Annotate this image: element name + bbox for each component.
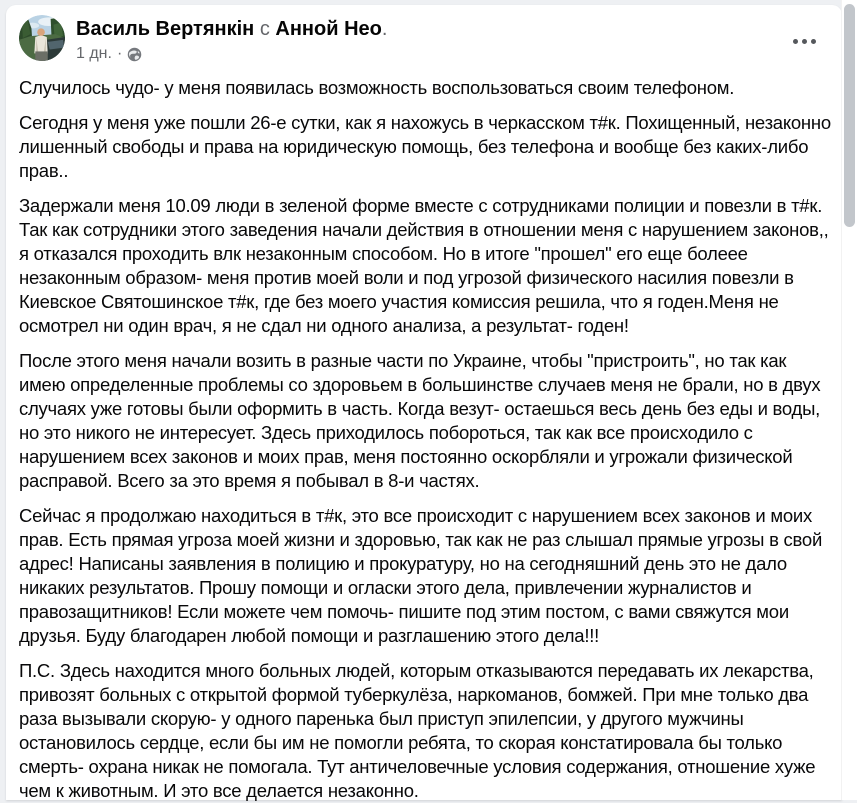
title-suffix: .	[381, 18, 388, 40]
more-options-button[interactable]	[789, 31, 820, 52]
post-paragraph: Сегодня у меня уже пошли 26-е сутки, как я нахожусь в черкасском т#к. Похищенный, незаконно лишенный свободы и права на юридическую помощь, без телефона и вообще без каких-либо прав..	[19, 112, 831, 181]
post-meta-line	[76, 44, 387, 64]
post-card	[6, 5, 842, 800]
post-paragraph: После этого меня начали возить в разные части по Украине, чтобы "пристроить", но так как имею определенные проблемы со здоровьем в большинстве случаев меня не брали, но в двух случаях уже готовы были оформить в часть. Когда везут- остаешься весь день без еды и воды, но это никого не интересует. Здесь приходилось побороться, так как все происходило с нарушением всех законов и моих прав, меня постоянно оскорбляли и угрожали физической расправой. Всего за это время я побывал в 8-и частях.	[19, 350, 821, 491]
scrollbar-thumb[interactable]	[844, 4, 855, 227]
author-name-link[interactable]: Василь Вертянкін	[76, 18, 255, 40]
post-paragraph: П.С. Здесь находится много больных людей, которым отказываются передавать их лекарства, привозят больных с открытой формой туберкулёза, наркоманов, бомжей. При мне только два раза вызывали скорую- у одного паренька был приступ эпилепсии, у другого мужчины остановилось сердце, если бы им не помогли ребята, то скорая констатировала бы только смерть- охрана никак не помогала. Тут античеловечные условия содержания, отношение хуже чем к животным. И это все делается незаконно.	[19, 660, 816, 801]
meta-separator: ·	[116, 45, 123, 62]
post-title-line	[76, 16, 387, 42]
with-connector: с	[259, 18, 270, 40]
tagged-name-link[interactable]: Анной Нео	[275, 18, 382, 40]
globe-icon	[127, 47, 142, 62]
post-paragraph: Задержали меня 10.09 люди в зеленой форме вместе с сотрудниками полиции и повезли в т#к. Так как сотрудники этого заведения начали действия в отношении меня с нарушением законов,, я отказался проходить влк незаконным способом. Но в итоге "прошел" его еще болеее незаконным образом- меня против моей воли и под угрозой физического насилия повезли в Киевское Святошинское т#к, где без моего участия комиссия решила, что я годен.Меня не осмотрел ни один врач, я не сдал ни одного анализа, а результат- годен!	[19, 195, 829, 336]
post-header	[6, 5, 842, 68]
three-dots-icon	[793, 39, 798, 44]
post-paragraph: Сейчас я продолжаю находиться в т#к, это все происходит с нарушением всех законов и моих прав. Есть прямая угроза моей жизни и здоровью, так как не раз слышал прямые угрозы в свой адрес! Написаны заявления в полицию и прокуратуру, но на сегодняшний день это не дало никаких результатов. Прошу помощи и огласки этого дела, привлечении журналистов и правозащитников! Если можете чем помочь- пишите под этим постом, с вами свяжутся мои друзья. Буду благодарен любой помощи и разглашению этого дела!!!	[19, 505, 823, 646]
profile-photo-icon	[19, 15, 65, 61]
avatar[interactable]	[19, 15, 65, 61]
scrollbar-track[interactable]	[841, 0, 857, 800]
post-paragraph: Случилось чудо- у меня появилась возможность воспользоваться своим телефоном.	[19, 77, 735, 98]
post-text	[6, 68, 842, 803]
header-text	[76, 15, 387, 64]
timestamp-link[interactable]: 1 дн.	[76, 45, 112, 62]
